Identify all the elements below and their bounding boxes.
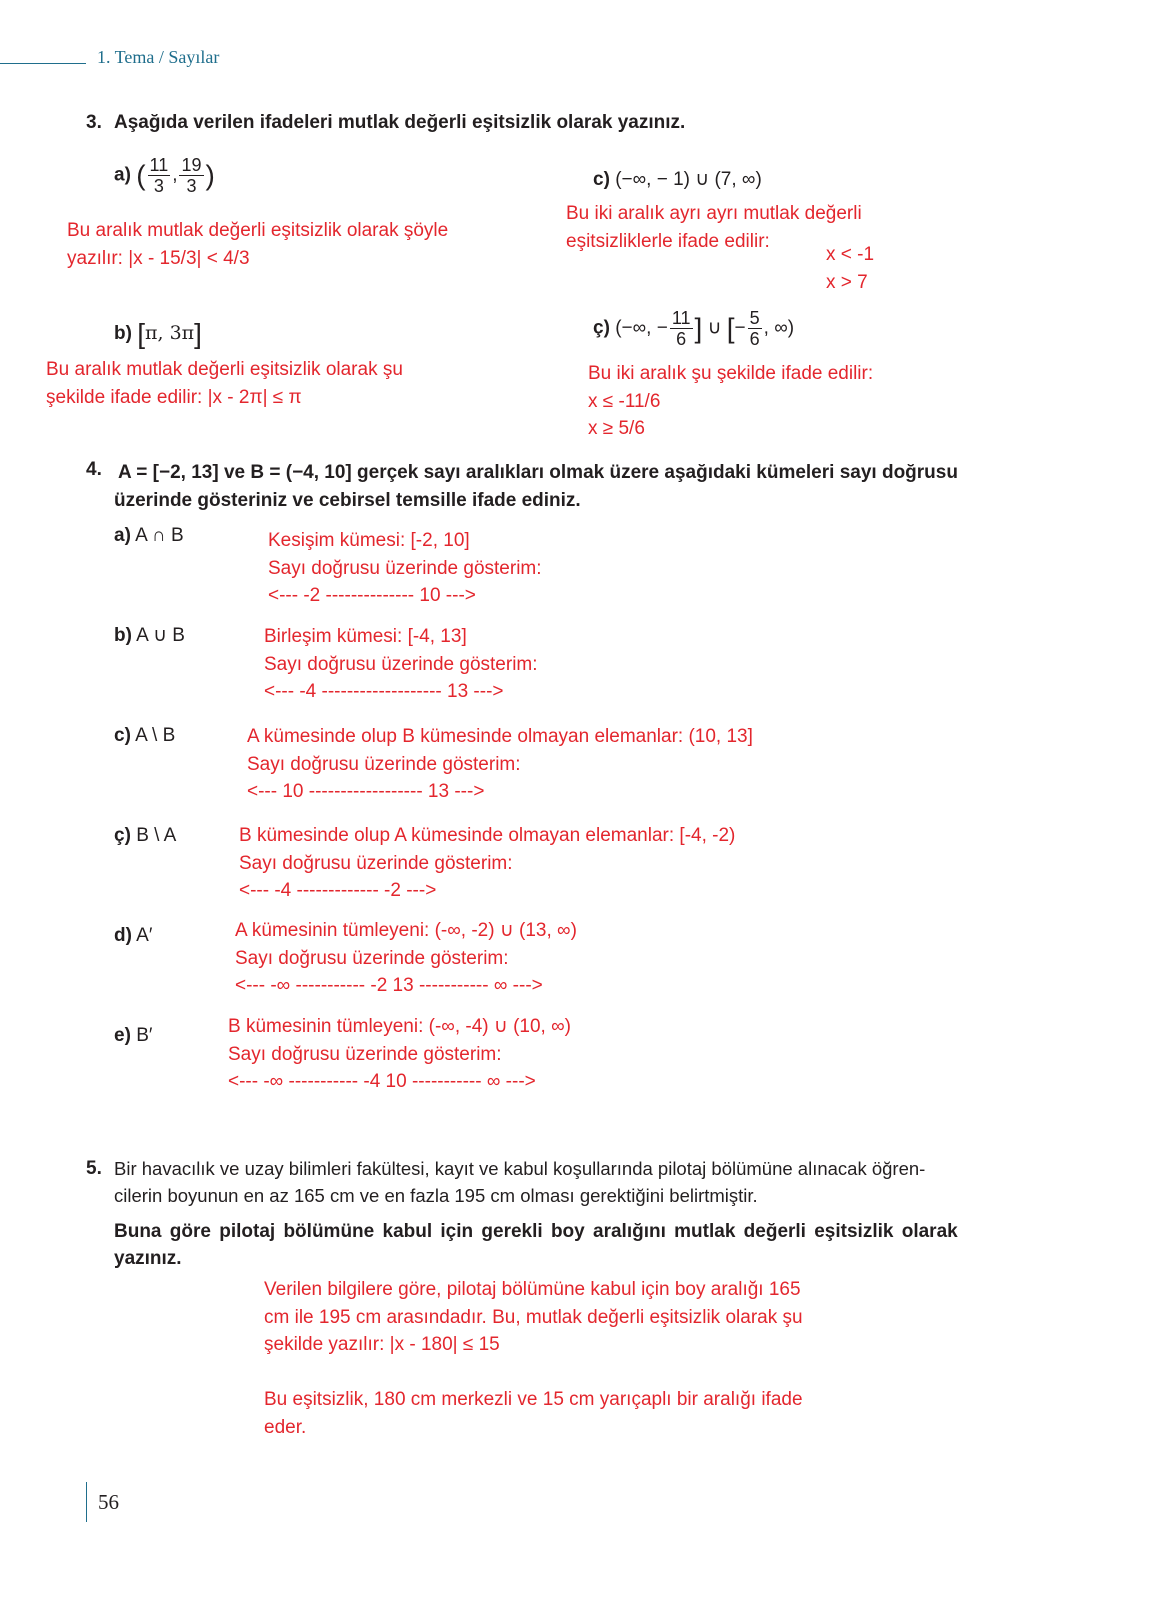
q3-cc-answer: Bu iki aralık şu şekilde ifade edilir: x ≤ -11/6 x ≥ 5/6 [588, 363, 874, 439]
q3-a-answer: Bu aralık mutlak değerli eşitsizlik olarak şöyle yazılır: |x - 15/3| < 4/3 [67, 220, 449, 269]
q4-cc-label: ç) B \ A [114, 825, 177, 846]
item-label: a) [114, 164, 131, 186]
question-prompt: Buna göre pilotaj bölümüne kabul için gerekli boy aralığını mutlak değerli eşitsizlik olarak yazınız. [114, 1221, 958, 1269]
q3-b-answer: Bu aralık mutlak değerli eşitsizlik olarak şu şekilde ifade edilir: |x - 2π| ≤ π [46, 359, 403, 408]
q5-answer: Verilen bilgilere göre, pilotaj bölümüne kabul için boy aralığı 165 cm ile 195 cm arasındadır. Bu, mutlak değerli eşitsizlik olarak şu şekilde yazılır: |x - 180| ≤ 15 Bu eşitsizlik, 180 cm merkezli ve 15 cm yarıçaplı bir aralığı ifade eder. [264, 1279, 803, 1438]
q4-e-answer: B kümesinin tümleyeni: (-∞, -4) ∪ (10, ∞) Sayı doğrusu üzerinde gösterim: <--- -∞ ----------- -4 10 ----------- ∞ ---> [228, 1016, 571, 1092]
q4-e-label: e) B′ [114, 1025, 153, 1046]
q3-cc-expression: ç) (−∞, − $\frac{11}{6}$ ] ∪ [− $\frac{5}{6}$ , ∞) [593, 308, 795, 349]
q4-d-label: d) A′ [114, 925, 153, 946]
question-prompt: Aşağıda verilen ifadeleri mutlak değerli eşitsizlik olarak yazınız. [114, 112, 686, 133]
q3-b-expression: b) [π, 3π] [114, 318, 202, 349]
question-number: 5. [86, 1158, 102, 1179]
q4-a-answer: Kesişim kümesi: [-2, 10] Sayı doğrusu üzerinde gösterim: <--- -2 -------------- 10 ---> [268, 530, 542, 606]
q3-c-expression: c) (−∞, − 1) ∪ (7, ∞) [593, 169, 762, 190]
q4-a-label: a) A ∩ B [114, 525, 184, 546]
question-number: 3. [86, 112, 102, 133]
footer-rule [86, 1482, 87, 1522]
breadcrumb: 1. Tema / Sayılar [97, 47, 220, 67]
q4-c-label: c) A \ B [114, 725, 176, 746]
q4-cc-answer: B kümesinde olup A kümesinde olmayan elemanlar: [-4, -2) Sayı doğrusu üzerinde gösterim: <--- -4 ------------- -2 ---> [239, 825, 736, 901]
q4-d-answer: A kümesinin tümleyeni: (-∞, -2) ∪ (13, ∞) Sayı doğrusu üzerinde gösterim: <--- -∞ ----------- -2 13 ----------- ∞ ---> [235, 920, 577, 996]
header-rule [0, 63, 86, 64]
q4-b-answer: Birleşim kümesi: [-4, 13] Sayı doğrusu üzerinde gösterim: <--- -4 ------------------- 13 ---> [264, 626, 538, 702]
q3-a-expression: a) ( $\frac{11}{3}$ , $\frac{19}{3}$ ) [114, 155, 215, 196]
question-number: 4. [86, 459, 102, 480]
question-text: Bir havacılık ve uzay bilimleri fakültesi, kayıt ve kabul koşullarında pilotaj bölümüne alınacak öğren- cilerin boyunun en az 165 cm ve en fazla 195 cm olması gerektiğini belirtmiştir. [114, 1158, 926, 1206]
question-prompt: A = [−2, 13] ve B = (−4, 10] gerçek sayı aralıkları olmak üzere aşağıdaki kümeleri sayı doğrusu üzerinde gösteriniz ve cebirsel temsille ifade ediniz. [114, 462, 958, 511]
q3-c-results: x < -1 x > 7 [826, 244, 875, 293]
q3-c-answer: Bu iki aralık ayrı ayrı mutlak değerli eşitsizliklerle ifade edilir: [566, 203, 862, 252]
page-number: 56 [98, 1490, 119, 1514]
q4-b-label: b) A ∪ B [114, 625, 185, 646]
q4-c-answer: A kümesinde olup B kümesinde olmayan elemanlar: (10, 13] Sayı doğrusu üzerinde gösterim: <--- 10 ------------------ 13 ---> [247, 726, 753, 802]
